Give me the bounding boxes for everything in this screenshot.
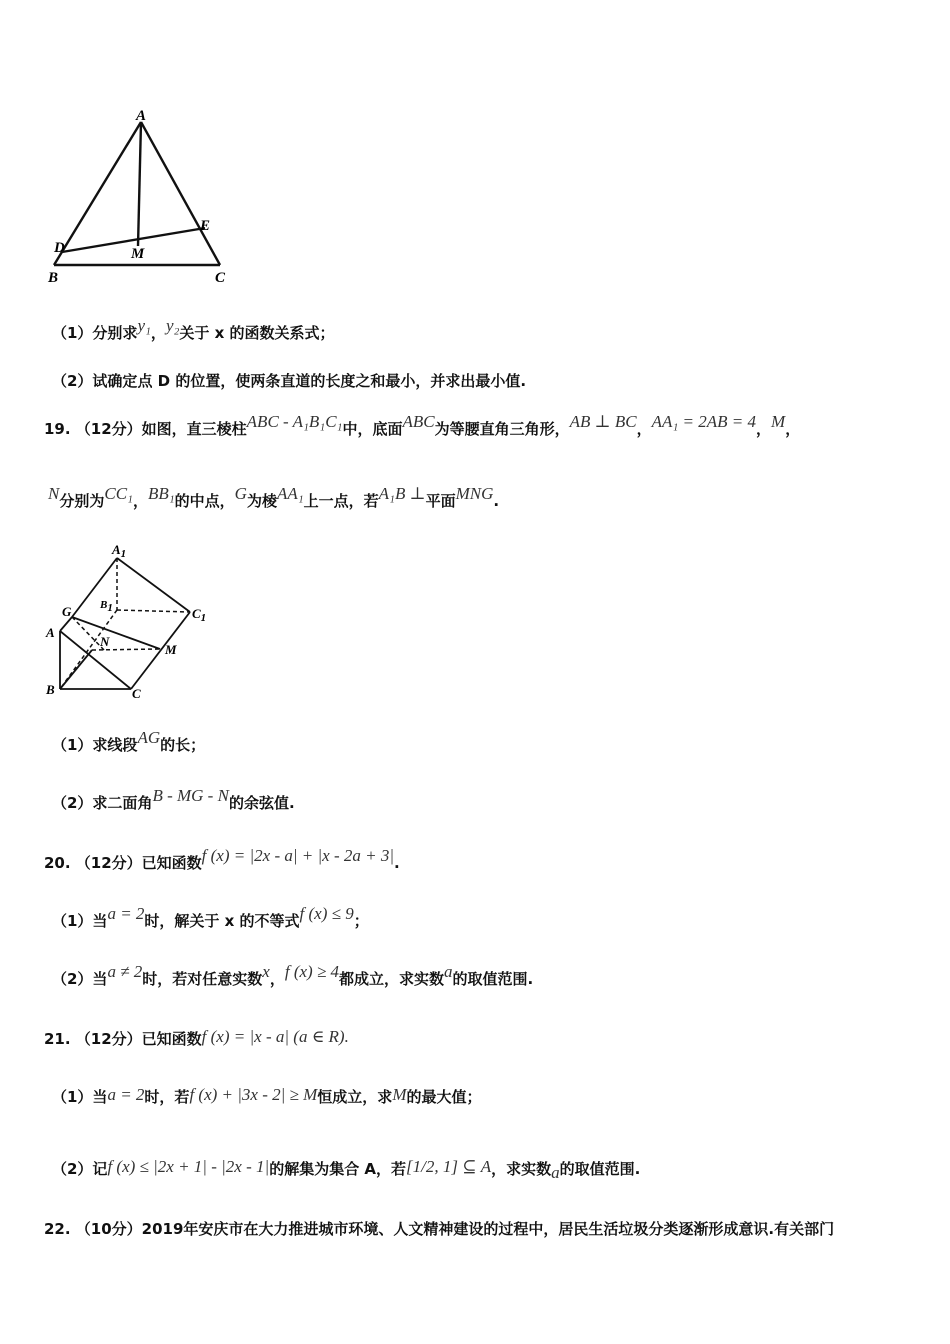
label-E: E [200,218,211,234]
q21-header: 21. （12分）已知函数f (x) = |x - a| (a ∈ R). [44,1027,349,1048]
label-M: M [131,246,145,262]
label-B: B [46,682,55,697]
label-C1: $C_1$ [192,606,207,624]
label-G: G [62,604,72,619]
label-M: M [165,642,177,657]
label-D: D [54,240,65,256]
q21-part2: （2）记f (x) ≤ |2x + 1| - |2x - 1|的解集为集合 A，若[1/2, 1] ⊆ A，求实数a的取值范围. [52,1157,641,1182]
prism-figure [40,540,220,705]
q20-part2: （2）当a ≠ 2时，若对任意实数x，f (x) ≥ 4都成立，求实数a的取值范围. [52,962,534,988]
label-A1: $A_1$ [112,542,127,560]
label-C: C [215,270,226,286]
label-A: A [136,108,147,124]
label-B1: B1 [100,599,113,614]
q19-header: 19. （12分）如图，直三棱柱ABC - A₁B₁C₁中，底面ABC为等腰直角三角形，AB ⊥ BC，AA₁ = 2AB = 4，M， [44,412,801,438]
triangle-figure [40,105,240,290]
q18-part1: （1）分别求y₁，y₂关于 x 的函数关系式； [52,316,335,342]
label-A: A [46,625,55,640]
q20-header: 20. （12分）已知函数f (x) = |2x - a| + |x - 2a + 3|. [44,846,400,872]
q21-part1: （1）当a = 2时，若f (x) + |3x - 2| ≥ M恒成立，求M的最大值； [52,1085,482,1106]
q19-part2: （2）求二面角B - MG - N的余弦值. [52,786,295,812]
label-C: C [132,686,141,701]
q19-header-cont: N分别为CC₁，BB₁的中点，G为棱AA₁上一点，若A₁B ⊥平面MNG. [48,484,500,510]
q20-part1: （1）当a = 2时，解关于 x 的不等式f (x) ≤ 9； [52,904,369,930]
q18-part2: （2）试确定点 D 的位置，使两条直道的长度之和最小，并求出最小值. [52,372,527,390]
q19-part1: （1）求线段AG的长； [52,728,206,754]
q22-header: 22. （10分）2019年安庆市在大力推进城市环境、人文精神建设的过程中，居民生活垃圾分类逐渐形成意识.有关部门 [44,1220,835,1238]
label-B: B [48,270,59,286]
label-N: N [100,634,110,649]
